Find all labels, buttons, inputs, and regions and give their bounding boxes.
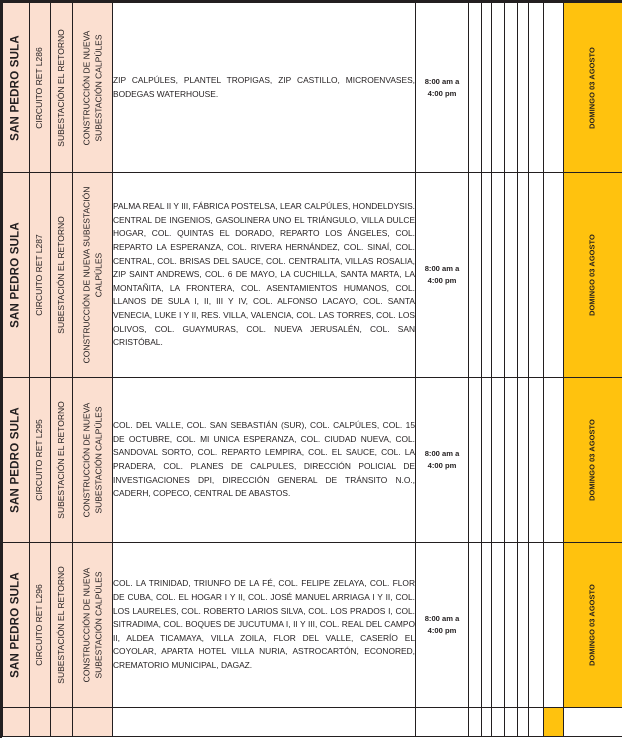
cell-blank-6 [529, 543, 544, 708]
cell-filler-1 [3, 708, 30, 737]
cell-substation [51, 378, 73, 543]
cell-blank-6 [529, 3, 544, 173]
rotated-label: SAN PEDRO SULA [9, 222, 22, 328]
cell-day [564, 543, 622, 708]
rotated-label: SAN PEDRO SULA [9, 34, 22, 141]
cell-work [73, 173, 113, 378]
time-from: 8:00 am a [424, 264, 460, 274]
cell-filler-11 [518, 708, 529, 737]
rotated-label: CIRCUITO RET L295 [34, 419, 45, 501]
cell-day [564, 173, 622, 378]
time-from: 8:00 am a [424, 614, 460, 624]
cell-blank-7 [544, 543, 564, 708]
cell-blank-4 [505, 173, 518, 378]
rotated-label: CONSTRUCCIÓN DE NUEVA SUBESTACIÓN CALPÚLES [81, 567, 104, 683]
cell-substation [51, 3, 73, 173]
time-to: 4:00 pm [427, 276, 457, 285]
cell-description: ZIP CALPÚLES, PLANTEL TROPIGAS, ZIP CASTILLO, MICROENVASES, BODEGAS WATERHOUSE. [113, 3, 416, 173]
rotated-label: SUBESTACIÓN EL RETORNO [55, 566, 66, 684]
cell-circuit [30, 3, 51, 173]
cell-time [416, 378, 469, 543]
table-row [3, 3, 622, 173]
cell-filler-12 [529, 708, 544, 737]
cell-blank-2 [482, 173, 492, 378]
rotated-label: CONSTRUCCIÓN DE NUEVA SUBESTACIÓN CALPÚLES [81, 186, 104, 364]
cell-blank-2 [482, 378, 492, 543]
rotated-label: SAN PEDRO SULA [9, 407, 22, 513]
cell-city [3, 173, 30, 378]
rotated-label: DOMINGO 03 AGOSTO [587, 584, 597, 666]
cell-blank-5 [518, 543, 529, 708]
cell-blank-1 [469, 543, 482, 708]
time-to: 4:00 pm [427, 626, 457, 635]
table-row [3, 173, 622, 378]
rotated-label: CIRCUITO RET L286 [34, 46, 45, 129]
cell-filler-2 [30, 708, 51, 737]
time-to: 4:00 pm [427, 88, 457, 98]
cell-substation [51, 173, 73, 378]
cell-blank-3 [492, 173, 505, 378]
cell-city [3, 543, 30, 708]
cell-description: COL. DEL VALLE, COL. SAN SEBASTIÁN (SUR), COL. CALPÚLES, COL. 15 DE OCTUBRE, COL. MI UNICA ESPERANZA, COL. CIUDAD NUEVA, COL. SANDOVAL SORTO, COL. REPARTO LEMPIRA, COL. EL SAUCE, COL. LA PRADERA, COL. PLANES DE CALPULES, DIRECCIÓN POLICIAL DE INVESTIGACIONES DPI, DIRECCIÓN GENERAL DE TRÁNSITO N.O., CADERH, COPECO, CENTRAL DE ABASTOS. [113, 378, 416, 543]
cell-blank-3 [492, 543, 505, 708]
cell-blank-3 [492, 3, 505, 173]
cell-filler-5 [113, 708, 416, 737]
table-row [3, 543, 622, 708]
cell-blank-5 [518, 173, 529, 378]
cell-filler-7 [469, 708, 482, 737]
rotated-label: DOMINGO 03 AGOSTO [587, 46, 597, 129]
table-row [3, 378, 622, 543]
rotated-label: DOMINGO 03 AGOSTO [587, 234, 597, 316]
cell-blank-4 [505, 378, 518, 543]
table-body [3, 3, 622, 737]
cell-work [73, 543, 113, 708]
rotated-label: CIRCUITO RET L287 [34, 234, 45, 316]
cell-blank-4 [505, 3, 518, 173]
cell-blank-7 [544, 173, 564, 378]
cell-circuit [30, 173, 51, 378]
cell-blank-3 [492, 378, 505, 543]
cell-time [416, 173, 469, 378]
cell-blank-4 [505, 543, 518, 708]
time-from: 8:00 am a [424, 449, 460, 459]
cell-city [3, 378, 30, 543]
cell-filler-14 [564, 708, 622, 737]
cell-blank-2 [482, 543, 492, 708]
cell-work [73, 378, 113, 543]
table-row-filler [3, 708, 622, 737]
rotated-label: DOMINGO 03 AGOSTO [587, 419, 597, 501]
cell-blank-6 [529, 378, 544, 543]
cell-time [416, 543, 469, 708]
cell-circuit [30, 378, 51, 543]
cell-blank-2 [482, 3, 492, 173]
cell-time [416, 3, 469, 173]
time-to: 4:00 pm [427, 461, 457, 470]
rotated-label: CONSTRUCCIÓN DE NUEVA SUBESTACIÓN CALPÚLES [81, 30, 104, 145]
cell-blank-1 [469, 173, 482, 378]
rotated-label: CONSTRUCCIÓN DE NUEVA SUBESTACIÓN CALPÚLES [81, 402, 104, 518]
cell-blank-6 [529, 173, 544, 378]
cell-filler-6 [416, 708, 469, 737]
rotated-label: SAN PEDRO SULA [9, 572, 22, 678]
cell-filler-8 [482, 708, 492, 737]
cell-description: PALMA REAL II Y III, FÁBRICA POSTELSA, LEAR CALPÚLES, HONDELDYSIS. CENTRAL DE INGENIOS, GASOLINERA UNO EL TRIÁNGULO, VILLA DULCE HOGAR, COL. QUINTAS EL DORADO, REPARTO LOS ÁNGELES, COL. REPARTO LA ESPERANZA, COL. RIVERA HERNÁNDEZ, COL. SINAÍ, COL. CENTRAL, COL. BRISAS DEL SAUCE, COL. CENTRALITA, VILLAS ROSALIA, ZIP SAINT ANDREWS, COL. 6 DE MAYO, LA CUCHILLA, SANTA MARTA, LA MONTAÑITA, LA FRONTERA, COL. ASENTAMIENTOS HUMANOS, COL. LLANOS DE SULA I, II, III Y IV, COL. ALFONSO LACAYO, COL. SANTA VENECIA, LUKE I Y II, RES. VILLA, VALENCIA, COL. LAS TORRES, COL. LOS OLIVOS, COL. GUAYMURAS, COL. NUEVA JERUSALÉN, COL. SAN CRISTÓBAL. [113, 173, 416, 378]
cell-description: COL. LA TRINIDAD, TRIUNFO DE LA FÉ, COL. FELIPE ZELAYA, COL. FLOR DE CUBA, COL. EL HOGAR I Y II, COL. JOSÉ MANUEL ARRIAGA I Y II, COL. LOS LAURELES, COL. ROBERTO LARIOS SILVA, COL. LOS PRADOS I, COL. SITRADIMA, COL. BOQUES DE JUCUTUMA I, II Y III, COL. REAL DEL CAMPO II, ALDEA TICAMAYA, VILLA ZOILA, FLOR DEL VALLE, CASERÍO EL COYOLAR, APARTA HOTEL VILLA NURIA, ASTROCARTÓN, ECONORED, CREMATORIO MUNICIPAL, DAGAZ. [113, 543, 416, 708]
cell-blank-7 [544, 3, 564, 173]
cell-filler-4 [73, 708, 113, 737]
cell-filler-13 [544, 708, 564, 737]
time-from: 8:00 am a [424, 76, 460, 86]
cell-city [3, 3, 30, 173]
cell-substation [51, 543, 73, 708]
rotated-label: SUBESTACIÓN EL RETORNO [55, 401, 66, 519]
rotated-label: SUBESTACIÓN EL RETORNO [55, 28, 66, 147]
cell-blank-5 [518, 378, 529, 543]
cell-blank-5 [518, 3, 529, 173]
cell-work [73, 3, 113, 173]
cell-filler-10 [505, 708, 518, 737]
cell-day [564, 3, 622, 173]
cell-day [564, 378, 622, 543]
rotated-label: SUBESTACIÓN EL RETORNO [55, 216, 66, 334]
outage-schedule-table [2, 2, 622, 737]
cell-circuit [30, 543, 51, 708]
cell-blank-7 [544, 378, 564, 543]
rotated-label: CIRCUITO RET L296 [34, 584, 45, 666]
cell-blank-1 [469, 3, 482, 173]
cell-blank-1 [469, 378, 482, 543]
cell-filler-9 [492, 708, 505, 737]
cell-filler-3 [51, 708, 73, 737]
